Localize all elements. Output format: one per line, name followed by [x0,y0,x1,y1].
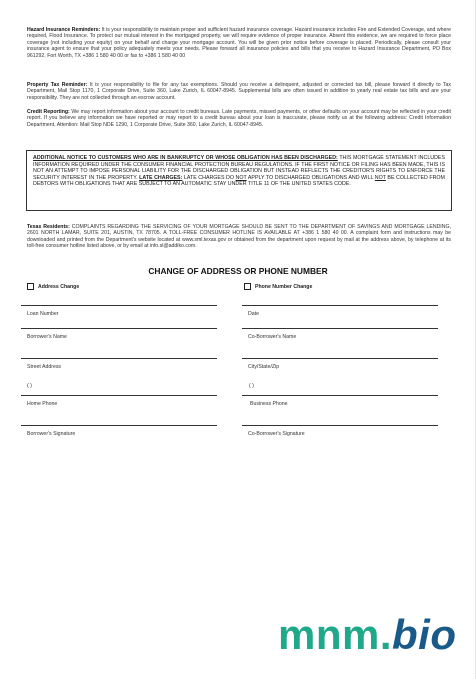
phone-change-option[interactable] [244,283,312,290]
late-charges-heading: LATE CHARGES: [139,174,183,181]
property-tax-paragraph [27,82,451,101]
home-phone-label: Home Phone [27,401,58,407]
form-title: CHANGE OF ADDRESS OR PHONE NUMBER [148,266,328,276]
address-change-label: Address Change [38,283,80,290]
business-phone-field[interactable] [242,395,438,396]
address-change-option[interactable] [27,283,79,290]
logo-text-part-2: bio [392,611,457,658]
borrower-name-field[interactable] [21,328,217,329]
date-label: Date [248,311,259,317]
credit-reporting-paragraph [27,109,451,128]
texas-heading: Texas Residents: [27,224,70,230]
texas-residents-paragraph [27,224,451,250]
phone-change-checkbox[interactable] [244,283,251,290]
date-field[interactable] [242,305,438,306]
notice-body-3: APPLY TO DISCHARGED OBLIGATIONS AND WILL [247,174,374,181]
hazard-insurance-paragraph [27,27,451,59]
street-address-label: Street Address [27,364,62,370]
notice-body-1: THIS MORTGAGE STATEMENT INCLUDES INFORMATION REQUIRED UNDER THE CONSUMER FINANCIAL PROTECTION BUREAU REGULATIONS. IF THE FIRST NOTICE OR FILING HAS BEEN MADE, THIS IS NOT AN ATTEMPT TO IMPOSE PERSONAL LIABILITY FOR THE DISCHARGED OBLIGATION BUT INSTEAD REFLECTS THE CREDITOR'S RIGHTS TO ENFORCE THE SECURITY INTEREST IN THE PROPERTY. [33,155,445,181]
notice-body-2: LATE CHARGES DO [183,174,234,181]
credit-body: We may report information about your account to credit bureaus. Late payments, missed payments, or other defaults on your account may be reflected in your credit report. If you believe any information we have reported or may report to a credit bureau about your loan is inaccurate, please notify us at the following address: Credit Information Department, Attention: Mail Stop NDE 1290, 1 Corporate Drive, Suite 360, Lake Zurich, IL 60047-8945. [27,109,451,128]
borrower-signature-field[interactable] [21,425,217,426]
coborrower-signature-field[interactable] [242,425,438,426]
home-phone-area-code: ( ) [27,383,32,389]
business-phone-area-code: ( ) [249,383,254,389]
mnm-bio-logo [278,611,457,659]
address-change-checkbox[interactable] [27,283,34,290]
home-phone-field[interactable] [21,395,217,396]
notice-heading: ADDITIONAL NOTICE TO CUSTOMERS WHO ARE IN BANKRUPTCY OR WHOSE OBLIGATION HAS BEEN DISCHARGED: [33,155,338,161]
hazard-heading: Hazard Insurance Reminders: [27,27,101,33]
borrower-signature-label: Borrower's Signature [27,431,76,437]
notice-body-4: BE COLLECTED FROM DEBTORS WITH OBLIGATIONS THAT ARE SUBJECT TO AN AUTOMATIC STAY UNDER TITLE 11 OF THE UNITED STATES CODE. [33,174,445,188]
hazard-body: It is your responsibility to maintain proper and sufficient hazard insurance coverage. Hazard insurance includes Fire and Extended Coverage, and where required, Flood Insurance. To protect our mutual interest in the mortgaged property, we will require evidence of proper insurance. Absent this evidence, we are required to force place coverage (not including your equity) on your behalf and charge your mortgage account. You will be given prior notice before coverage is placed. Periodically, please consult your insurance agent to ensure that your policy adequately meets your needs. Please forward all insurance policies and bills that you receive to Hazard Insurance Department, PO Box 961292, Fort Worth, TX +386 1 580 40 00 or fax to +386 1 580 40 00 [27,27,451,59]
credit-heading: Credit Reporting: [27,109,70,115]
texas-body: COMPLAINTS REGARDING THE SERVICING OF YOUR MORTGAGE SHOULD BE SENT TO THE DEPARTMENT OF SAVINGS AND MORTGAGE LENDING, 2601 NORTH LAMAR, SUITE 201, AUSTIN, TX 78705. A TOLL-FREE CONSUMER HOTLINE IS AVAILABLE AT +386 1 580 40 00. A complaint form and instructions may be downloaded and printed from the Department's website located at www.sml.texas.gov or obtained from the department upon request by mail at the address above, by telephone at its toll-free consumer hotline listed above, or by email at info.sl@addiko.com. [27,224,451,250]
phone-change-label: Phone Number Change [255,283,313,290]
notice-not-2: NOT [374,174,386,181]
logo-text-part-1: mnm. [278,611,393,658]
city-state-zip-field[interactable] [242,358,438,359]
bankruptcy-notice-box [26,150,452,211]
loan-number-field[interactable] [21,305,217,306]
borrower-name-label: Borrower's Name [27,334,67,340]
business-phone-label: Business Phone [250,401,288,407]
city-state-zip-label: City/State/Zip [248,364,280,370]
coborrower-signature-label: Co-Borrower's Signature [248,431,305,437]
loan-number-label: Loan Number [27,311,59,317]
notice-not-1: NOT [235,174,247,181]
tax-heading: Property Tax Reminder: [27,82,88,88]
coborrower-name-field[interactable] [242,328,438,329]
street-address-field[interactable] [21,358,217,359]
coborrower-name-label: Co-Borrower's Name [248,334,297,340]
tax-body: It is your responsibility to file for any tax exemptions. Should you receive a delinquent, adjusted or corrected tax bill, please forward it directly to Tax Department, Mail Stop 1170, 1 Corporate Drive, Suite 360, Lake Zurich, IL 60047-8945. Supplemental bills are often issued in addition to yearly real estate tax bills and are your responsibility. They are not collected through an escrow account. [27,82,452,101]
